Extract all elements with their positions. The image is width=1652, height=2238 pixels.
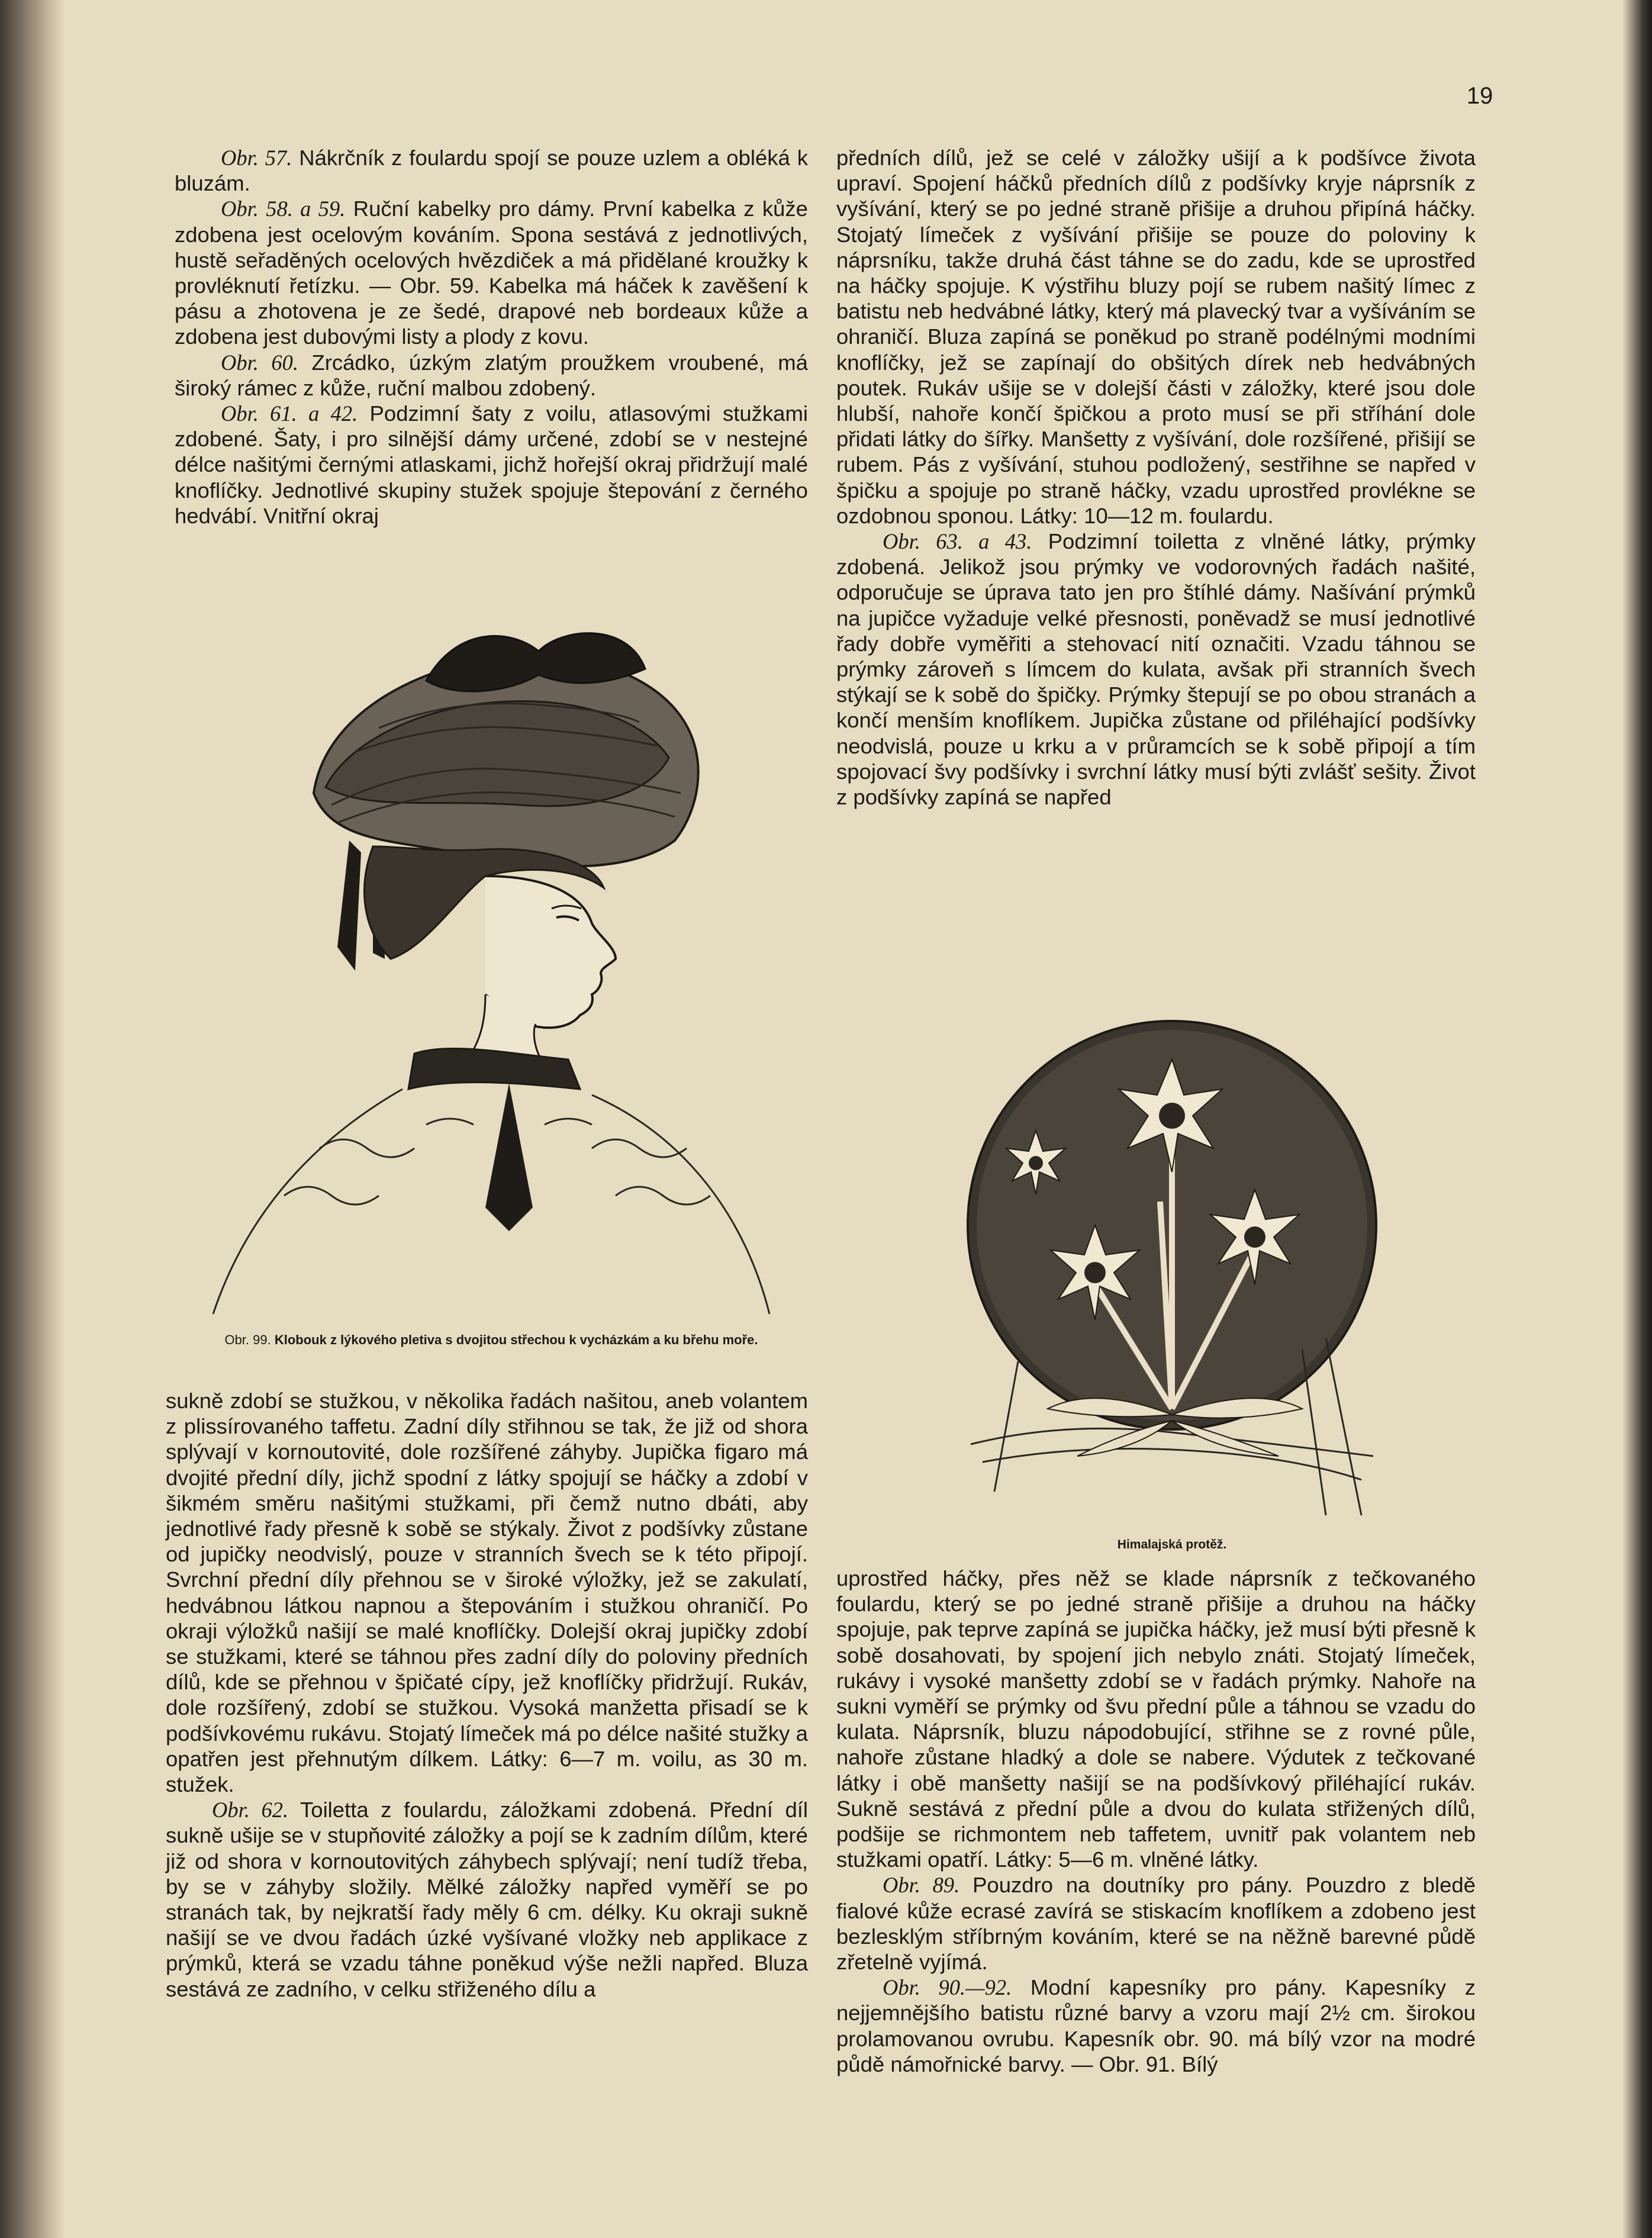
paragraph-text: Ruční kabelky pro dámy. První kabelka z kůže zdobena jest ocelovým kováním. Spona sestává z jednotlivých, hustě seřaděných ocelových hvězdiček a má přidělané kroužky k provléknutí řetízku. — Obr. 59. Kabelka má háček k zavěšení k pásu a zhotovena je ze šedé, drapové neb bordeaux kůže a zdobena jest dubovými listy a plody z kovu. xyxy=(175,197,808,349)
paragraph xyxy=(836,145,1476,529)
paragraph xyxy=(836,1975,1476,2077)
left-column-top-text xyxy=(175,145,808,529)
figure-reference: Obr. 89. xyxy=(883,1873,960,1898)
paragraph-text: Podzimní toiletta z vlněné látky, prýmky zdobená. Jelikož jsou prýmky ve vodorovných řadách našité, odporučuje se úprava tato jen pro štíhlé dámy. Našívání prýmků na jupičce vyžaduje velké přesnosti, poněvadž se musí jednotlivé řady dobře vyměřiti a stehovací nití označiti. Vzadu táhnou se prýmky zároveň s límcem do kulata, avšak při stranních švech stýkají se k sobě do špičky. Prýmky štepují se po obou stranách a končí menším knoflíkem. Jupička zůstane od přiléhající podšívky neodvislá, pouze u krku a v průramcích se k sobě připojí a tím spojovací švy podšívky i svrchní látky musí býti zvlášť sešity. Život z podšívky zapíná se napřed xyxy=(836,529,1476,810)
edelweiss-illustration xyxy=(947,1006,1397,1527)
figure-reference: Obr. 63. a 43. xyxy=(883,529,1032,554)
page-number: 19 xyxy=(1466,83,1493,109)
paragraph-text: sukně zdobí se stužkou, v několika řadách našitou, aneb volantem z plissírovaného taffetu. Zadní díly střihnou se tak, že již od shora splývají v kornoutovité, dole rozšířené záhyby. Jupička figaro má dvojité přední díly, jichž spodní z látky spojují se háčky a zdobí v šikmém směru našitými stužkami, při čemž nutno dbáti, aby jednotlivé řady přesně k sobě se stýkaly. Život z podšívky zůstane od jupičky neodvislý, pouze v stranních švech se k této připojí. Svrchní přední díly přehnou se v široké výložky, jež se zakulatí, hedvábnou látkou napnou a štepováním i stužkou ohraničí. Po okraji výložků našijí se malé knoflíčky. Dolejší okraj jupičky zdobí se stužkami, které se táhnou přes zadní díly do poloviny předních dílů, kde se přehnou v špičaté cípy, jež knoflíčky přidržují. Rukáv, dole rozšířený, zdobí se stužkou. Vysoká manžetta přisadí se k podšívkovému rukávu. Stojatý límeček má po délce našité stužky a opatřen jest přehnutým dílkem. Látky: 6—7 m. voilu, as 30 m. stužek. xyxy=(166,1389,808,1797)
paragraph-text: Pouzdro na doutníky pro pány. Pouzdro z bledě fialové kůže ecrasé zavírá se stiskacím knoflíkem a zdobeno jest bezlesklým stříbrným kováním, které se na něžně barevné půdě zřetelně vyjímá. xyxy=(836,1873,1476,1975)
paragraph xyxy=(166,1797,808,2002)
paragraph-text: předních dílů, jež se celé v záložky ušijí a k podšívce života upraví. Spojení háčků předních dílů z podšívky kryje náprsník z vyšívání, který se po jedné straně přišije a druhou připíná háčky. Stojatý límeček z vyšívání přišije se pouze do poloviny k náprsníku, takže druhá část táhne se do zadu, kde se uprostřed na háčky spojuje. K výstřihu bluzy pojí se rubem našitý límec z batistu neb hedvábné látky, který má plavecký tvar a vyšíváním se ohraničí. Bluza zapíná se poněkud po straně podélnými modními knoflíčky, jež se zapínají do obšitých dírek neb hedvábných poutek. Rukáv ušije se v dolejší části v záložky, které jsou dole hlubší, nahoře končí špičkou a proto musí se při stříhání dole přidati látky do šířky. Manšetty z vyšívání, dole rozšířené, přišijí se rubem. Pás z vyšívání, stuhou podložený, sestřihne se napřed v špičku a spojuje po straně háčky, vzadu uprostřed provlékne se ozdobnou sponou. Látky: 10—12 m. foulardu. xyxy=(836,146,1476,528)
caption-text: Klobouk z lýkového pletiva s dvojitou střechou k vycházkám a ku břehu moře. xyxy=(274,1332,758,1347)
paragraph xyxy=(175,196,808,349)
paragraph xyxy=(175,145,808,196)
caption-text: Himalajská protěž. xyxy=(1117,1538,1227,1551)
paragraph xyxy=(175,350,808,401)
paragraph-text: Podzimní šaty z voilu, atlasovými stužkami zdobené. Šaty, i pro silnější dámy určené, zdobí se v nestejné délce našitými černými atlaskami, jichž hořejší okraj přidržují malé knoflíčky. Jednotlivé skupiny stužek spojuje štepování z černého hedvábí. Vnitřní okraj xyxy=(175,401,808,528)
page-edge-shadow xyxy=(1622,0,1652,2238)
paragraph-text: Toiletta z foulardu, záložkami zdobená. Přední díl sukně ušije se v stupňovité záložky a pojí se k zadním dílům, které již od shora v kornoutovitých záhybech splývají; není tudíž třeba, by se v záhyby složily. Mělké záložky napřed vyměří se po stranách tak, by nejkratší řady měly 6 cm. délky. Ku okraji sukně našijí se ve dvou řadách úzké vyšívané vložky neb applikace z prýmků, která se vzadu táhne poněkud výše nežli napřed. Bluza sestává ze zadního, v celku střiženého dílu a xyxy=(166,1798,808,2001)
paragraph-text: Modní kapesníky pro pány. Kapesníky z nejjemnějšího batistu různé barvy a vzoru mají 2½ cm. širokou prolamovanou ovrubu. Kapesník obr. 90. má bílý vzor na modré půdě námořnické barvy. — Obr. 91. Bílý xyxy=(836,1975,1476,2076)
flower-figure-caption xyxy=(1065,1537,1279,1553)
paragraph xyxy=(836,1872,1476,1975)
paragraph-text: Zrcádko, úzkým zlatým proužkem vroubené, má široký rámec z kůže, ruční malbou zdobený. xyxy=(175,350,808,400)
left-column-bottom-text xyxy=(166,1388,808,2002)
figure-reference: Obr. 57. xyxy=(221,146,292,170)
right-column-bottom-text xyxy=(836,1566,1476,2077)
paragraph-text: uprostřed háčky, přes něž se klade náprsník z tečkovaného foulardu, který se po jedné straně přišije a druhou na háčky spojuje, pak teprve zapíná se jupička háčky, jež musí býti přesně k sobě dosahovati, by spojení jich nebylo znáti. Stojatý límeček, rukávy i vysoké manšetty zdobí se v řadách prýmky. Nahoře na sukni vyměří se prýmky od švu přední půle a táhnou se vzadu do kulata. Náprsník, bluzu nápodobující, střihne se z rovné půle, nahoře zůstane hladký a dole se nabere. Výdutek z tečkované látky i obě manšetty našijí se na podšívkový přiléhající rukáv. Sukně sestává z přední půle a dvou do kulata střižených dílů, podšije se richmontem neb taffetem, uvnitř pak volantem neb stužkami opatří. Látky: 5—6 m. vlněné látky. xyxy=(836,1566,1476,1872)
hat-woman-illustration xyxy=(178,616,805,1314)
figure-number: Obr. 99. xyxy=(224,1332,271,1347)
paragraph xyxy=(836,1566,1476,1872)
book-binding-shadow xyxy=(0,0,65,2238)
paragraph xyxy=(175,401,808,529)
figure-reference: Obr. 58. a 59. xyxy=(221,197,346,221)
figure-reference: Obr. 90.—92. xyxy=(883,1975,1012,2000)
figure-reference: Obr. 61. a 42. xyxy=(221,401,358,426)
figure-reference: Obr. 62. xyxy=(212,1798,289,1822)
paragraph xyxy=(836,529,1476,810)
paragraph-text: Nákrčník z foulardu spojí se pouze uzlem a obléká k bluzám. xyxy=(175,146,808,196)
hat-figure-caption xyxy=(172,1332,811,1348)
figure-reference: Obr. 60. xyxy=(221,350,298,375)
paragraph xyxy=(166,1388,808,1797)
right-column-top-text xyxy=(836,145,1476,810)
